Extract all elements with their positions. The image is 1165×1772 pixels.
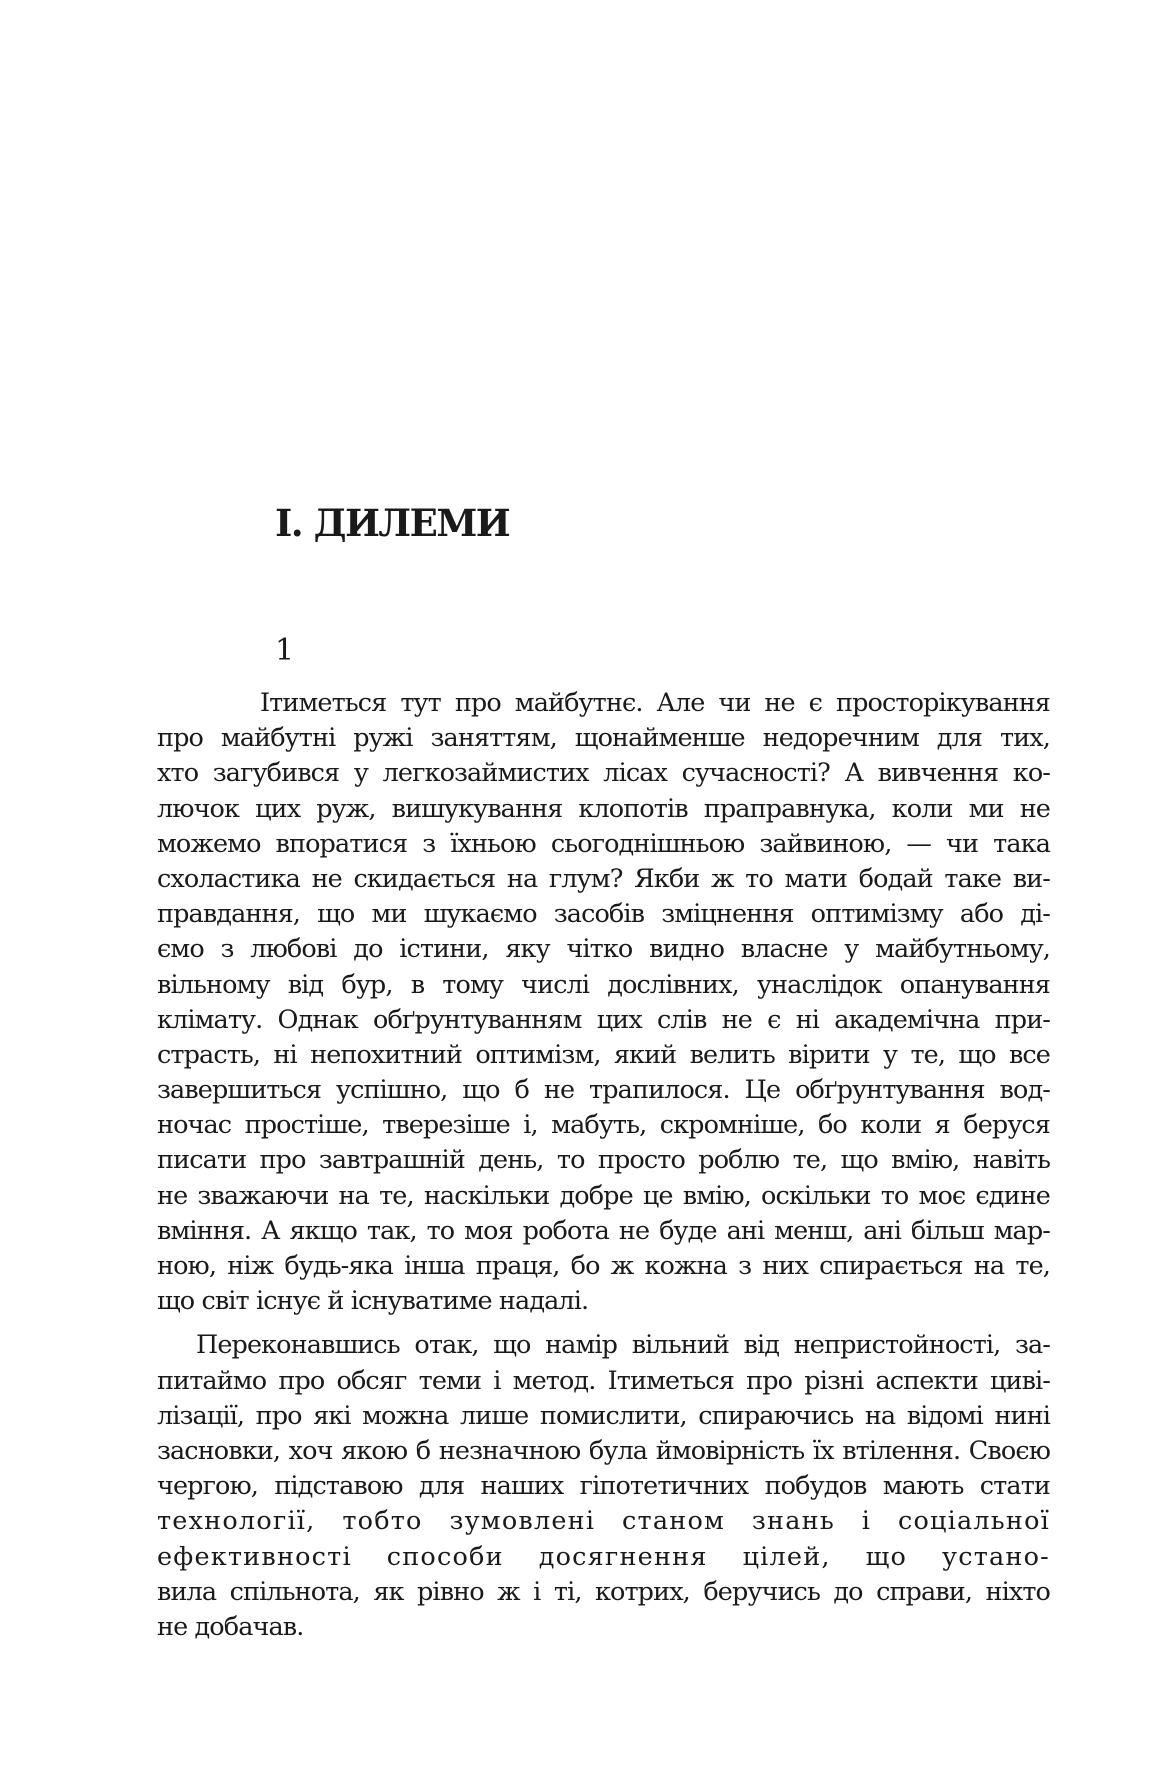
- text-line: ночас простіше, тверезіше і, мабуть, скромніше, бо коли я беруся: [157, 1110, 1050, 1141]
- paragraph: [157, 686, 1050, 1319]
- body-text: [157, 686, 1050, 1645]
- text-line: що світ існує й існуватиме надалі.: [157, 1286, 589, 1317]
- text-line: вільному від бур, в тому числі дослівних, унаслідок опанування: [157, 969, 1050, 1000]
- text-line: не добачав.: [157, 1611, 304, 1642]
- text-line: ною, ніж будь-яка інша праця, бо ж кожна з них спирається на те,: [157, 1251, 1050, 1281]
- text-line: можемо впоратися з їхньою сьогоднішньою зайвиною, — чи така: [157, 828, 1050, 859]
- text-line: правдання, що ми шукаємо засобів зміцнення оптимізму або ді-: [157, 899, 1050, 930]
- text-line: ємо з любові до істини, яку чітко видно власне у майбутньому,: [157, 934, 1050, 965]
- text-line: клімату. Однак обґрунтуванням цих слів не є ні академічна при-: [157, 1004, 1050, 1035]
- text-line: вміння. А якщо так, то моя робота не буде ані менш, ані більш мар-: [157, 1215, 1050, 1246]
- section-number: 1: [275, 633, 295, 668]
- text-line: вила спільнота, як рівно ж і ті, котрих, беручись до справи, ніхто: [157, 1576, 1050, 1607]
- text-line: завершиться успішно, що б не трапилося. Це обґрунтування вод-: [157, 1075, 1050, 1106]
- text-line: Ітиметься тут про майбутнє. Але чи не є просторікування: [260, 688, 1050, 718]
- text-line: писати про завтрашній день, то просто роблю те, що вмію, навіть: [157, 1145, 1050, 1176]
- text-line: Переконавшись отак, що намір вільний від непристойності, за-: [196, 1330, 1050, 1361]
- text-line: засновки, хоч якою б незначною була ймовірність їх втілення. Своєю: [157, 1435, 1050, 1466]
- text-line: технології, тобто зумовлені станом знань і соціальної: [157, 1506, 1050, 1537]
- text-line: схоластика не скидається на глум? Якби ж то мати бодай таке ви-: [157, 863, 1050, 894]
- text-line: лючок цих руж, вишукування клопотів праправнука, коли ми не: [157, 793, 1050, 824]
- text-line: лізації, про які можна лише помислити, спираючись на відомі нині: [157, 1400, 1050, 1431]
- chapter-title: І. ДИЛЕМИ: [275, 501, 510, 545]
- paragraph: [157, 1328, 1050, 1645]
- text-line: питаймо про обсяг теми і метод. Ітиметься про різні аспекти циві-: [157, 1365, 1050, 1396]
- text-line: ефективності способи досягнення цілей, що устано-: [157, 1541, 1050, 1572]
- text-line: хто загубився у легкозаймистих лісах сучасності? А вивчення ко-: [157, 758, 1050, 789]
- text-line: страсть, ні непохитний оптимізм, який велить вірити у те, що все: [157, 1039, 1050, 1070]
- text-line: не зважаючи на те, наскільки добре це вмію, оскільки то моє єдине: [157, 1180, 1050, 1211]
- text-line: про майбутні ружі заняттям, щонайменше недоречним для тих,: [157, 723, 1050, 754]
- text-line: чергою, підставою для наших гіпотетичних побудов мають стати: [157, 1471, 1050, 1502]
